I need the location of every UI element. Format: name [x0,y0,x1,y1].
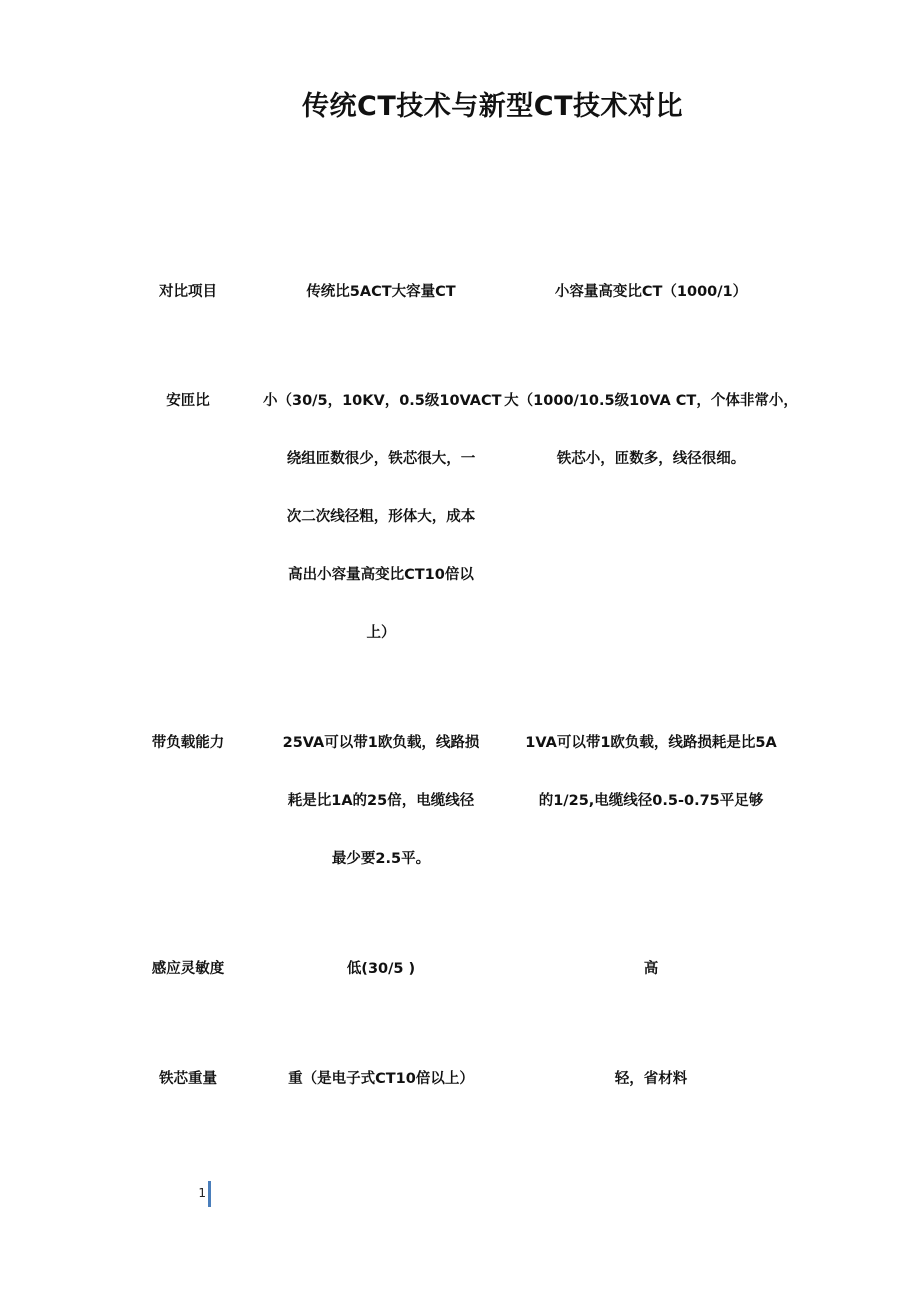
page-number-divider [208,1181,211,1207]
header-compare-item: 对比项目 [159,284,217,300]
text-line: 高出小容量高变比CT10倍以 [288,567,474,583]
text-line: 上） [366,625,396,641]
text-line: 重（是电子式CT10倍以上） [288,1071,474,1087]
row-ampere-turn-new [497,372,805,488]
row-sensitivity-new [497,940,805,998]
text-line: 铁芯小，匝数多，线径很细。 [556,451,746,467]
text-line: 1VA可以带1欧负载，线路损耗是比5A [525,735,777,751]
row-core-weight-new [497,1050,805,1108]
text-line: 低(30/5 ) [346,961,416,977]
page-number: 1 [198,1186,206,1200]
row-load-capacity-traditional [263,714,499,888]
text-line: 的1/25,电缆线径0.5-0.75平足够 [538,793,764,809]
header-new-ct: 小容量高变比CT（1000/1） [554,284,748,300]
row-item-load-capacity: 带负载能力 [151,735,225,751]
page-title: 传统CT技术与新型CT技术对比 [302,91,683,122]
header-traditional-ct: 传统比5ACT大容量CT [306,284,456,300]
row-item-sensitivity: 感应灵敏度 [151,961,225,977]
text-line: 25VA可以带1欧负载，线路损 [282,735,480,751]
text-line: 最少要2.5平。 [331,851,431,867]
row-core-weight-traditional [263,1050,499,1108]
text-line: 次二次线径粗，形体大，成本 [286,509,476,525]
row-sensitivity-traditional [263,940,499,998]
row-ampere-turn-traditional [263,372,502,662]
text-line: 轻，省材料 [614,1071,688,1087]
text-line: 耗是比1A的25倍，电缆线径 [287,793,475,809]
text-line: 绕组匝数很少，铁芯很大，一 [286,451,476,467]
row-item-ampere-turn: 安匝比 [166,393,210,409]
text-line: 高 [643,961,659,977]
text-line: 大（1000/10.5级10VA CT，个体非常小， [504,393,798,409]
text-line: 小（30/5，10KV，0.5级10VACT [263,393,502,409]
row-load-capacity-new [497,714,805,830]
row-item-core-weight: 铁芯重量 [159,1071,217,1087]
